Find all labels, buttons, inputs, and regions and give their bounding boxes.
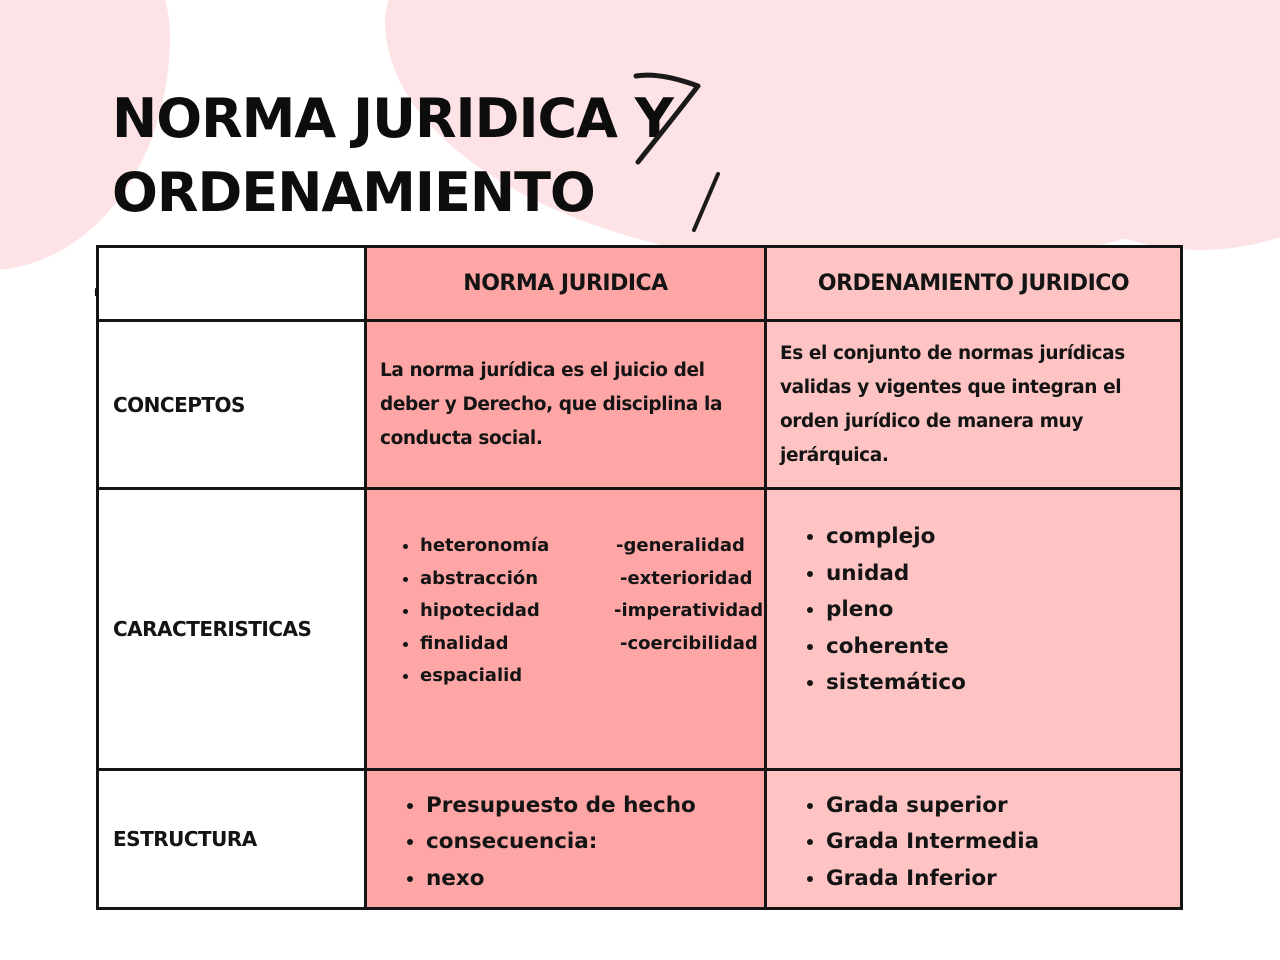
list-item: • complejo [826,519,1179,556]
list-item: • Presupuesto de hecho [426,788,763,825]
list-item: • heteronomía -generalidad [420,530,763,563]
list-item: • espacialid [420,660,763,693]
list-item: • Grada Inferior [826,861,1179,898]
list-item: • consecuencia: [426,824,763,861]
header-empty-cell [98,247,366,321]
title-line-1: NORMA JURIDICA Y ORDENAMIENTO [112,87,673,224]
norma-estructura-list [368,788,763,898]
ordenamiento-estructura-cell [766,769,1182,908]
header-ordenamiento-juridico: ORDENAMIENTO JURIDICO [766,247,1182,321]
list-item: • nexo [426,861,763,898]
norma-estructura-cell [366,769,766,908]
comparison-table [96,245,1183,910]
list-item: • hipotecidad -imperatividad [420,595,763,628]
row-label-caracteristicas: CARACTERISTICAS [98,489,366,770]
header-norma-juridica: NORMA JURIDICA [366,247,766,321]
list-item: • Grada Intermedia [826,824,1179,861]
ordenamiento-estructura-list [768,788,1179,898]
list-item: • abstracción -exterioridad [420,563,763,596]
pen-scribble-mark [630,64,740,244]
table-header-row [98,247,1182,321]
ordenamiento-concepto-text: Es el conjunto de normas jurídicas validas y vigentes que integran el orden jurídico de manera muy jerárquica. [766,321,1182,489]
table-row-caracteristicas [98,489,1182,770]
list-item: • unidad [826,556,1179,593]
ordenamiento-caracteristicas-cell [766,489,1182,770]
row-label-conceptos: CONCEPTOS [98,321,366,489]
row-label-estructura: ESTRUCTURA [98,769,366,908]
table-row-estructura [98,769,1182,908]
norma-caracteristicas-cell [366,489,766,770]
list-item: • finalidad -coercibilidad [420,628,763,661]
norma-concepto-text: La norma jurídica es el juicio del deber y Derecho, que disciplina la conducta social. [366,321,766,489]
list-item: • pleno [826,592,1179,629]
list-item: • sistemático [826,665,1179,702]
norma-caracteristicas-list [368,530,763,693]
list-item: • coherente [826,629,1179,666]
ordenamiento-caracteristicas-list [768,519,1179,702]
table-row-conceptos [98,321,1182,489]
list-item: • Grada superior [826,788,1179,825]
